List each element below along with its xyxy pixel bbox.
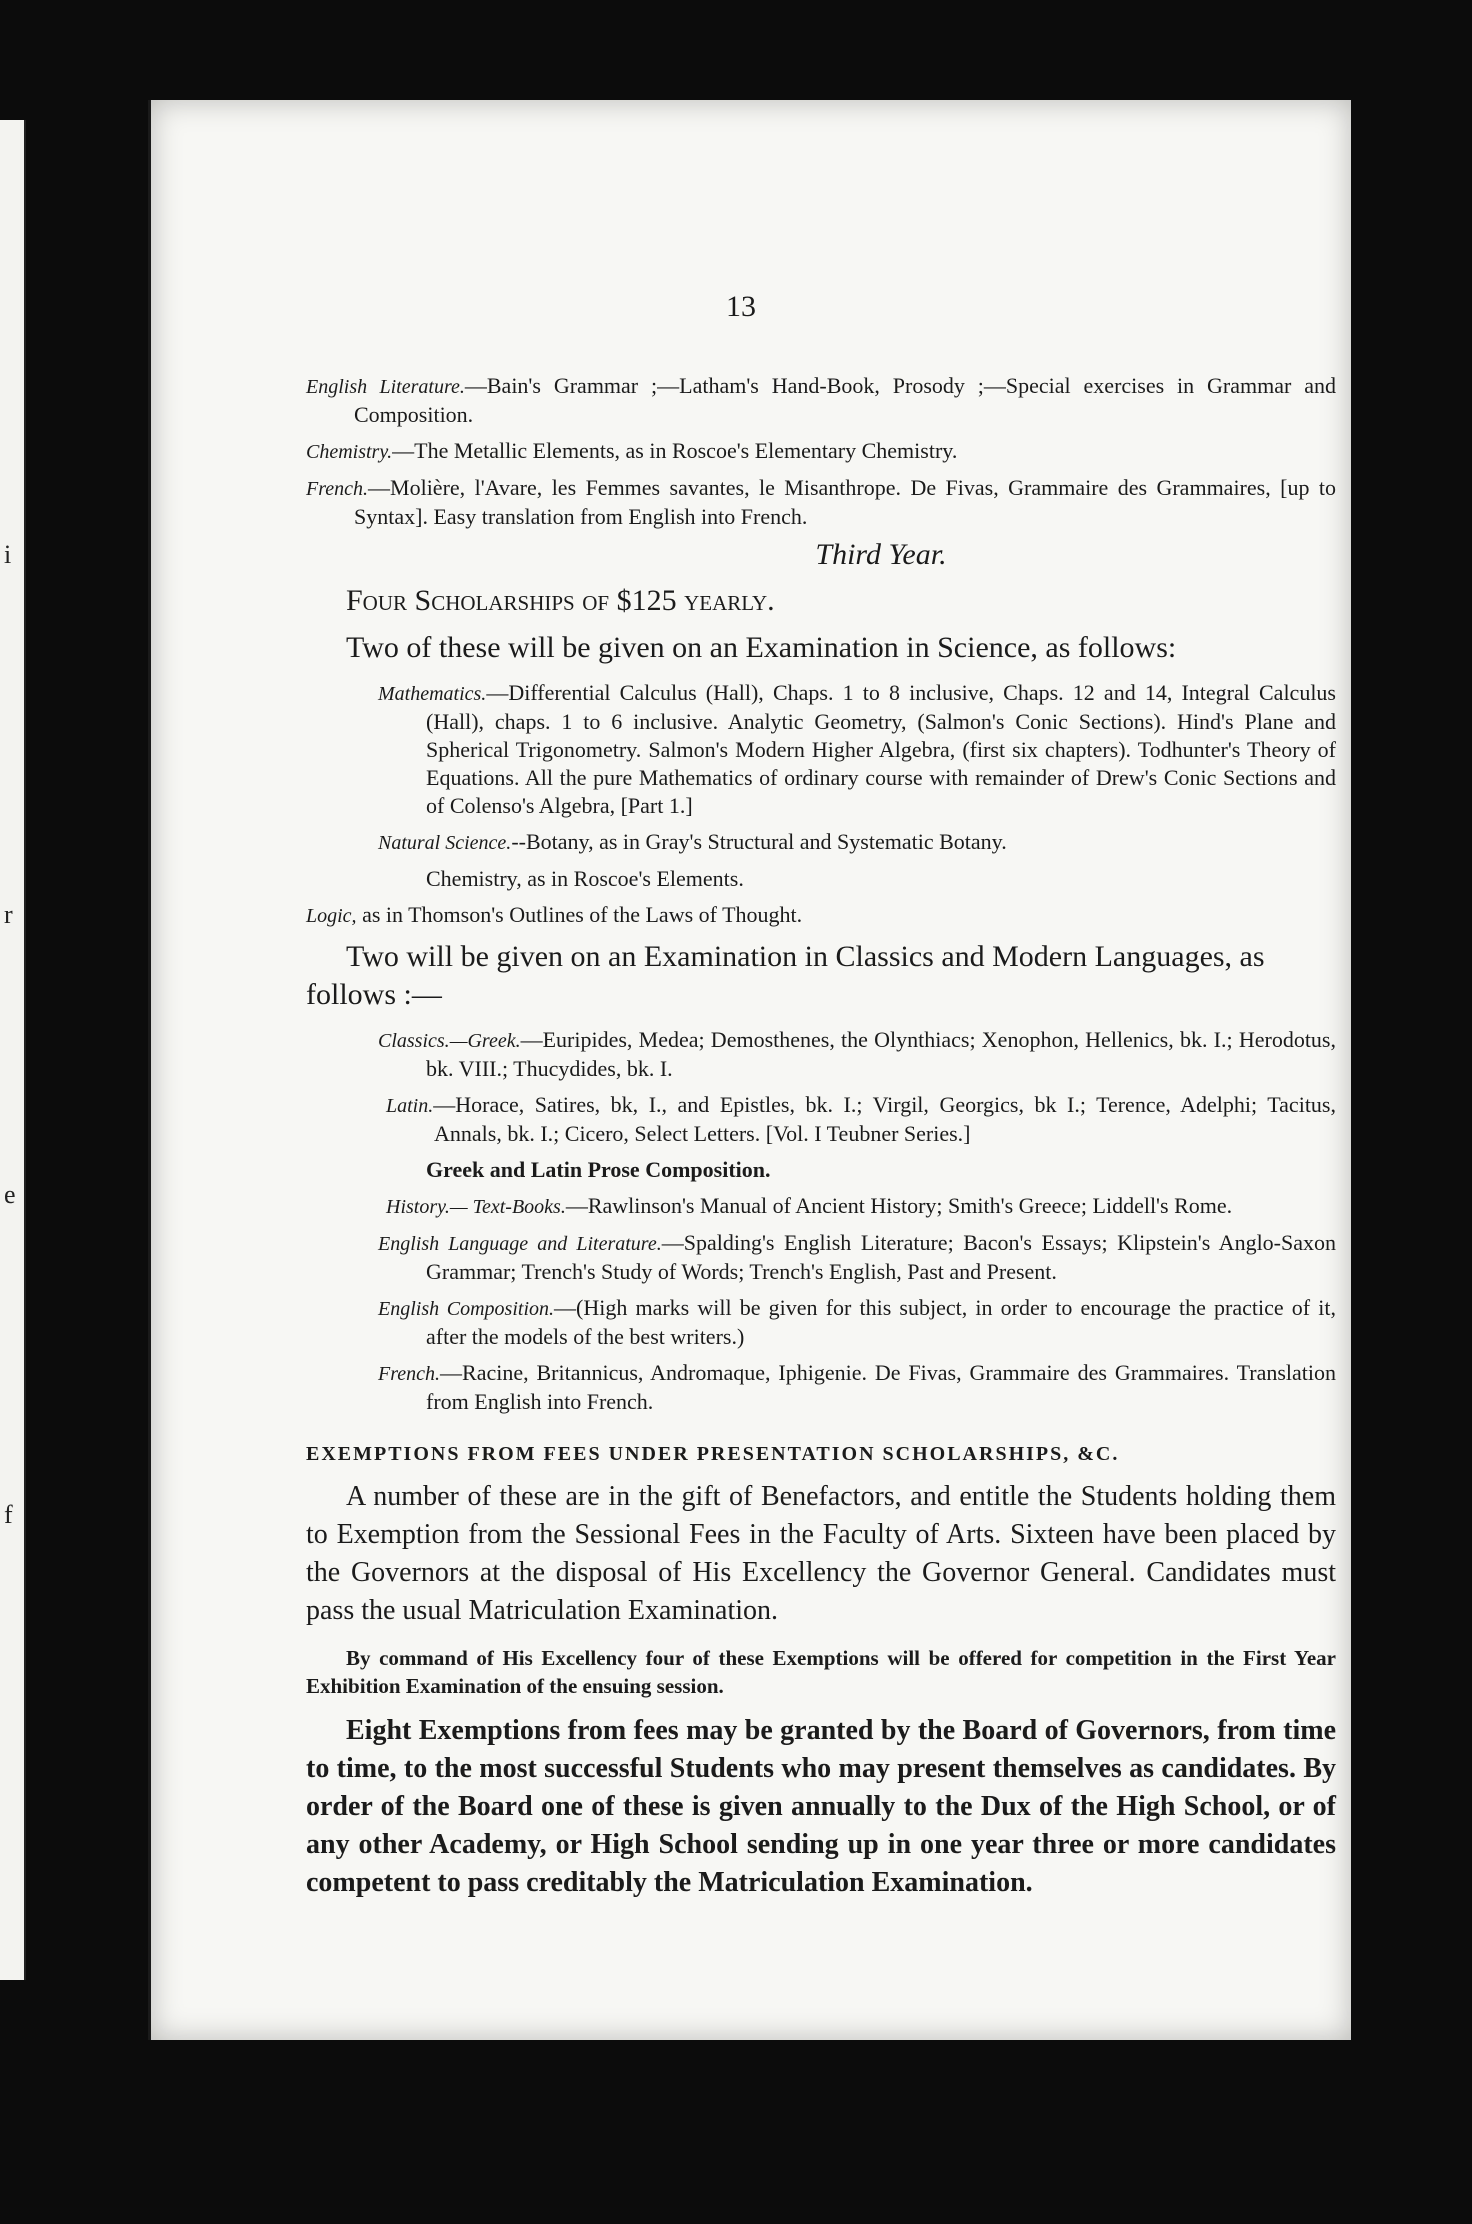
exemptions-paragraph: A number of these are in the gift of Benefactors, and entitle the Students holding them to Exemption from the Sessional Fees in the Faculty of Arts. Sixteen have been placed by the Governors at the disposal of His Excellency the Governor General. Candidates must pass the usual Matriculation Examination.: [306, 1481, 1336, 1626]
fragment-mark: f: [4, 1500, 13, 1529]
chemistry-entry: [306, 437, 1336, 466]
entry-label: English Composition.: [378, 1298, 554, 1320]
entry-label: Natural Science.: [378, 832, 512, 854]
entry-label: Chemistry.: [306, 441, 393, 463]
entry-text: --Botany, as in Gray's Structural and Systematic Botany.: [511, 829, 1007, 854]
document-page: [148, 100, 1351, 2040]
exemptions-board-paragraph: Eight Exemptions from fees may be granted by the Board of Governors, from time to time, to the most successful Students who may present themselves as candidates. By order of the Board one of these is given annually to the Dux of the High School, or of any other Academy, or High School sending up in one year three or more candidates competent to pass creditably the Matriculation Examination.: [306, 1715, 1336, 1898]
entry-text: —Rawlinson's Manual of Ancient History; Smith's Greece; Liddell's Rome.: [565, 1193, 1233, 1218]
greek-entry: [306, 1026, 1336, 1083]
entry-text: —Euripides, Medea; Demosthenes, the Olynthiacs; Xenophon, Hellenics, bk. I.; Herodotus, bk. VIII.; Thucydides, bk. I.: [426, 1027, 1336, 1081]
fragment-mark: r: [4, 900, 13, 929]
entry-text: —Racine, Britannicus, Andromaque, Iphigenie. De Fivas, Grammaire des Grammaires. Translation from English into French.: [426, 1360, 1336, 1414]
prose-composition-entry: Greek and Latin Prose Composition.: [426, 1157, 771, 1182]
entry-text: —Spalding's English Literature; Bacon's Essays; Klipstein's Anglo-Saxon Grammar; Trench's Study of Words; Trench's English, Past and Present.: [426, 1230, 1337, 1284]
entry-text: —(High marks will be given for this subject, in order to encourage the practice of it, after the models of the best writers.): [426, 1295, 1336, 1349]
entry-label: French.: [306, 478, 369, 500]
entry-text: —Differential Calculus (Hall), Chaps. 1 to 8 inclusive, Chaps. 12 and 14, Integral Calculus (Hall), chaps. 1 to 6 inclusive. Analytic Geometry, (Salmon's Conic Sections). Hind's Plane and Spherical Trigonometry. Salmon's Modern Higher Algebra, (first six chapters). Todhunter's Theory of Equations. All the pure Mathematics of ordinary course with remainder of Drew's Conic Sections and of Colenso's Algebra, [Part 1.]: [426, 680, 1336, 818]
logic-entry: [306, 901, 1336, 930]
fragment-mark: i: [4, 540, 12, 569]
entry-text: as in Thomson's Outlines of the Laws of Thought.: [362, 902, 803, 927]
english-composition-entry: [306, 1294, 1336, 1351]
entry-text: —The Metallic Elements, as in Roscoe's Elementary Chemistry.: [392, 438, 958, 463]
french-entry: [306, 474, 1336, 531]
entry-sublabel: —Greek.: [449, 1030, 521, 1052]
science-intro: Two of these will be given on an Examination in Science, as follows:: [346, 631, 1177, 664]
mathematics-entry: [306, 679, 1336, 820]
entry-label: English Language and Literature.: [378, 1233, 662, 1255]
english-language-entry: [306, 1229, 1336, 1286]
entry-sublabel: Latin.: [386, 1095, 434, 1117]
entry-text: —Bain's Grammar ;—Latham's Hand-Book, Prosody ;—Special exercises in Grammar and Composition.: [354, 373, 1336, 427]
latin-entry: [306, 1091, 1336, 1148]
entry-label: Logic,: [306, 905, 357, 927]
adjacent-page-fragment: [0, 120, 26, 1980]
page-body: [306, 370, 1336, 1916]
classics-intro: Two will be given on an Examination in Classics and Modern Languages, as follows :—: [306, 940, 1265, 1011]
entry-label: English Literature.: [306, 376, 465, 398]
entry-label: French.: [378, 1363, 441, 1385]
french-third-entry: [306, 1359, 1336, 1416]
english-literature-entry: [306, 372, 1336, 429]
entry-text: —Molière, l'Avare, les Femmes savantes, le Misanthrope. De Fivas, Grammaire des Grammaires, [up to Syntax]. Easy translation from English into French.: [354, 475, 1336, 529]
entry-sublabel: History.— Text-Books.: [386, 1196, 566, 1218]
entry-label: Classics.: [378, 1030, 450, 1052]
scholarships-line: Four Scholarships of $125 yearly.: [346, 584, 775, 617]
entry-label: Mathematics.: [378, 683, 487, 705]
third-year-heading: Third Year.: [815, 538, 947, 571]
exemptions-heading: EXEMPTIONS FROM FEES UNDER PRESENTATION SCHOLARSHIPS, &C.: [306, 1443, 1120, 1465]
fragment-mark: e: [4, 1180, 16, 1209]
natural-science-entry: [306, 828, 1336, 857]
page-number: 13: [726, 290, 756, 323]
chemistry-third-entry: Chemistry, as in Roscoe's Elements.: [426, 866, 744, 891]
history-entry: [306, 1192, 1336, 1221]
exemptions-command-paragraph: By command of His Excellency four of these Exemptions will be offered for competition in the First Year Exhibition Examination of the ensuing session.: [306, 1646, 1336, 1698]
entry-text: —Horace, Satires, bk, I., and Epistles, bk. I.; Virgil, Georgics, bk I.; Terence, Adelphi; Tacitus, Annals, bk. I.; Cicero, Select Letters. [Vol. I Teubner Series.]: [433, 1092, 1336, 1146]
